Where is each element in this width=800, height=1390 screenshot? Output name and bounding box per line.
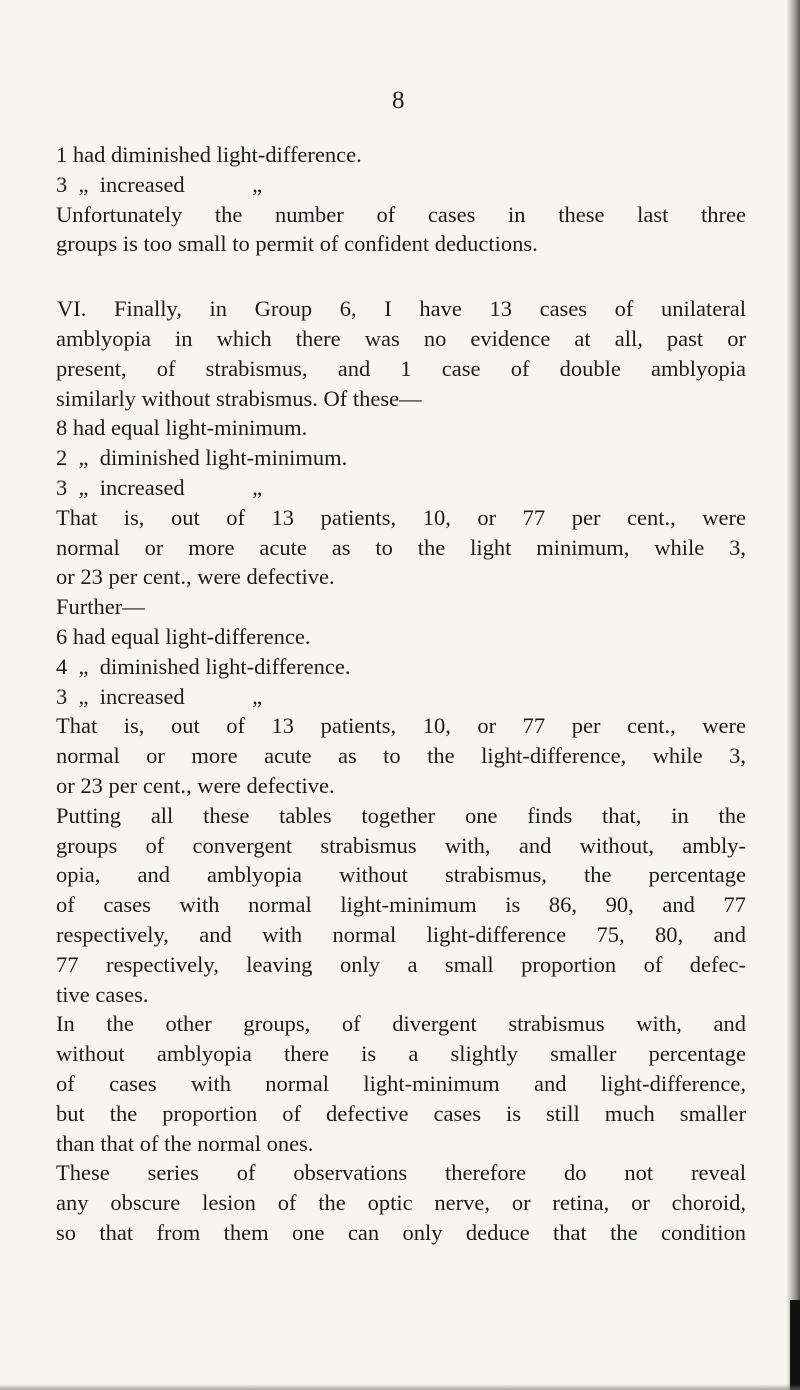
text-line: or 23 per cent., were defective.	[56, 772, 335, 798]
text-line: 3 „ increased „	[56, 683, 263, 709]
text-line: without amblyopia there is a slightly smaller percentage	[56, 1041, 746, 1067]
body-text	[56, 140, 746, 1248]
text-line: 3 „ increased „	[56, 171, 263, 197]
text-line: any obscure lesion of the optic nerve, or retina, or choroid,	[56, 1190, 746, 1216]
text-line: 77 respectively, leaving only a small proportion of defec-	[56, 951, 746, 977]
text-line: These series of observations therefore do not reveal	[56, 1160, 746, 1186]
text-line: 2 „ diminished light-minimum.	[56, 445, 348, 471]
text-line: groups is too small to permit of confident deductions.	[56, 231, 538, 257]
text-line: 4 „ diminished light-difference.	[56, 653, 351, 679]
text-line: respectively, and with normal light-difference 75, 80, and	[56, 921, 746, 947]
text-line: amblyopia in which there was no evidence at all, past or	[56, 325, 746, 351]
text-line: That is, out of 13 patients, 10, or 77 per cent., were	[56, 713, 746, 739]
text-line: groups of convergent strabismus with, and without, ambly-	[56, 832, 746, 858]
text-line: That is, out of 13 patients, 10, or 77 per cent., were	[56, 504, 746, 530]
text-line: of cases with normal light-minimum is 86, 90, and 77	[56, 892, 746, 918]
text-line: or 23 per cent., were defective.	[56, 564, 335, 590]
text-line: Unfortunately the number of cases in these last three	[56, 201, 746, 227]
text-line: normal or more acute as to the light minimum, while 3,	[56, 534, 746, 560]
text-line: 6 had equal light-difference.	[56, 623, 311, 649]
page-bottom-shadow	[0, 1384, 800, 1390]
text-line: similarly without strabismus. Of these—	[56, 385, 422, 411]
text-line: Putting all these tables together one finds that, in the	[56, 802, 746, 828]
text-line: normal or more acute as to the light-difference, while 3,	[56, 743, 746, 769]
text-line: VI. Finally, in Group 6, I have 13 cases of unilateral	[57, 296, 746, 322]
paragraph-gap	[56, 259, 746, 294]
text-line: present, of strabismus, and 1 case of double amblyopia	[56, 355, 746, 381]
text-line: 8 had equal light-minimum.	[56, 415, 308, 441]
page-edge-corner	[790, 1300, 800, 1390]
page-edge-shadow	[786, 0, 800, 1390]
text-line: so that from them one can only deduce that the condition	[56, 1219, 746, 1245]
text-line: of cases with normal light-minimum and light-difference,	[56, 1070, 746, 1096]
text-line: opia, and amblyopia without strabismus, the percentage	[56, 862, 746, 888]
text-line: but the proportion of defective cases is still much smaller	[56, 1100, 746, 1126]
text-line: 1 had diminished light-difference.	[56, 142, 362, 167]
page-number: 8	[392, 87, 405, 114]
text-line: 3 „ increased „	[56, 474, 263, 500]
text-line: than that of the normal ones.	[56, 1130, 314, 1156]
text-line: Further—	[56, 594, 145, 620]
text-line: In the other groups, of divergent strabismus with, and	[56, 1011, 746, 1037]
text-line: tive cases.	[56, 981, 149, 1007]
